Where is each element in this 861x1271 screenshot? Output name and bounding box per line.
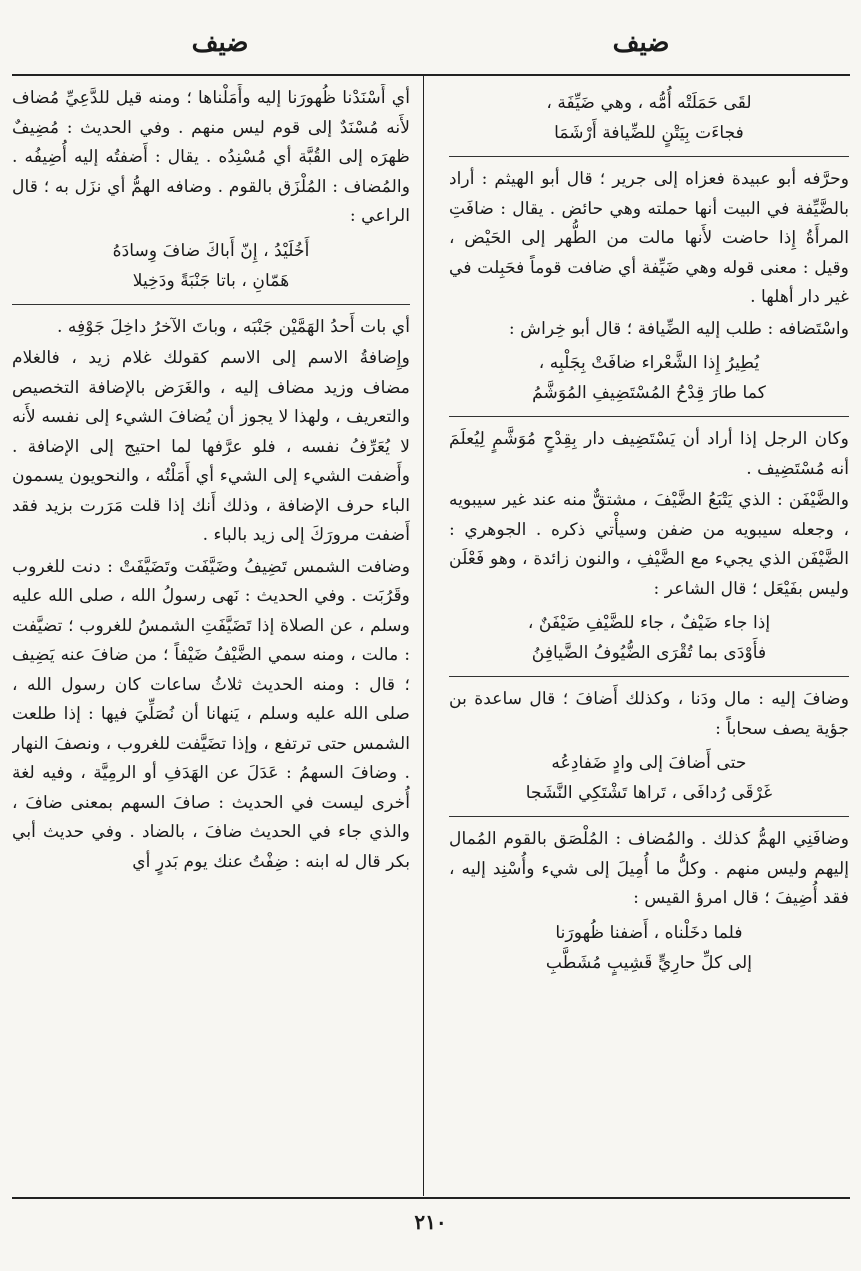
left-column — [12, 84, 410, 1189]
verse-line: فجاءَت بِيَتْنٍ للضِّيافة أَرْشَمَا — [554, 123, 744, 143]
verse — [449, 348, 849, 408]
bottom-rule — [12, 1197, 850, 1199]
paragraph: وضافت الشمس تَضِيفُ وضَيَّفَت وتَضَيَّفَتْ : دنت للغروب وقَرُبَت . وفي الحديث : نَهى رسولُ الله ، صلى الله عليه وسلم ، عن الصلاة إذا تَضَيَّفَتِ الشمسُ للغروب ؛ تضيَّفت : مالت ، ومنه سمي الضَّيْفُ ضَيْفاً ؛ من ضافَ عنه يَضِيف ؛ قال : ومنه الحديث ثلاثُ ساعات كان رسول الله ، صلى الله عليه وسلم ، يَنهانا أن نُصَلِّيَ فيها : إذا طلعت الشمس حتى ترتفع ، وإذا تضَيَّفت للغروب ، ونصفَ النهار . وضافَ السهمُ : عَدَلَ عن الهَدَفِ أو الرمِيَّة ، وفيه لغة أُخرى ليست في الحديث : صافَ السهم بمعنى ضافَ ، والذي جاء في الحديث ضافَ ، بالضاد . وفي حديث أبي بكر قال له ابنه : ضِفْتُ عنك يوم بَدرٍ أي — [12, 556, 410, 872]
verse — [449, 608, 849, 668]
paragraph: أي بات أَحدُ الهَمَّيْن جَنْبَه ، وباتَ الآخرُ داخِلَ جَوْفِه . — [56, 316, 410, 337]
verse — [449, 918, 849, 978]
verse-separator — [449, 156, 849, 157]
column-divider — [423, 76, 424, 1196]
verse-line: يُطِيرُ إِذا الشَّعْراء ضافَتْ بِجَلْبِه ، — [538, 353, 760, 373]
running-header — [0, 28, 861, 64]
verse-line: فأَوْدَى بما تُقْرَى الضُّيُوفُ الضَّيافِنُ — [531, 643, 767, 663]
verse-separator — [449, 816, 849, 817]
paragraph: والضَّيْفَن : الذي يَتْبَعُ الضَّيْفَ ، مشتقٌّ منه عند غير سيبويه ، وجعله سيبويه من ضفن وسيأْتي ذكره . الجوهري : الضَّيْفَن الذي يجيء مع الضَّيْفِ ، والنون زائدة ، وهو فَعْلَن وليس بفَيْعَل ؛ قال الشاعر : — [449, 490, 849, 599]
verse-line: أَخُلَيْدُ ، إِنّ أَباكَ ضافَ وِسادَهُ — [112, 240, 310, 261]
verse-line: إذا جاء ضَيْفٌ ، جاء للضَّيْفِ ضَيْفَنٌ ، — [527, 613, 771, 633]
verse-line: غَرْقَى رُدافَى ، تَراها تَشْتَكِي النَّشَجا — [525, 783, 773, 803]
paragraph: وكان الرجل إذا أراد أن يَسْتَضِيف دار بِقِدْحٍ مُوَشَّمٍ لِيُعلَمَ أنه مُسْتَضِيف . — [449, 429, 849, 479]
verse-line: لقَى حَمَلَتْه أُمُّه ، وهي ضَيِّفَة ، — [546, 93, 752, 113]
paragraph: وضافَنِي الهمُّ كذلك . والمُضاف : المُلْصَق بالقوم المُمال إليهم وليس منهم . وكلُّ ما أُمِيلَ إلى شيء وأُسْنِد إليه ، فقد أُضِيفَ ؛ قال امرؤ القيس : — [449, 829, 849, 908]
verse — [449, 88, 849, 148]
paragraph: وحرَّفه أبو عبيدة فعزاه إلى جرير ؛ قال أبو الهيثم : أراد بالضَّيِّفة في البيت أنها حملته وهي حائض . يقال : ضافَتِ المرأَةُ إِذا حاضت لأَنها مالت من الطُّهر إلى الحَيْض ، وقيل : معنى قوله وهي ضَيِّفة أي ضافت قوماً فحَبِلت في غير دار أهلها . — [449, 169, 849, 307]
page-number: ٢١٠ — [414, 1210, 447, 1234]
verse — [12, 236, 410, 296]
top-rule — [12, 74, 850, 76]
paragraph: واسْتَضافه : طلب إليه الضِّيافة ؛ قال أبو خِراش : — [508, 318, 849, 339]
verse-separator — [449, 416, 849, 417]
right-column — [449, 84, 849, 1189]
verse-line: فلما دخَلْناه ، أَضفنا ظُهورَنا — [555, 922, 743, 943]
paragraph: وضافَ إليه : مال ودَنا ، وكذلك أَضافَ ؛ قال ساعدة بن جؤية يصف سحاباً : — [449, 689, 849, 739]
verse-line: كما طارَ قِدْحُ المُسْتَضِيفِ المُوَشَّمُ — [532, 383, 766, 403]
verse-line: هَمّانِ ، باتا جَنْبَةً ودَخِيلا — [132, 270, 290, 291]
verse-separator — [12, 304, 410, 305]
headword-right: ضيف — [612, 28, 670, 58]
paragraph: وإِضافةُ الاسم إلى الاسم كقولك غلام زيد ، فالغلام مضاف وزيد مضاف إليه ، والغَرَض بالإضافة التخصيص والتعريف ، ولهذا لا يجوز أن يُضافَ الشيء إلى نفسه لأَنه لا يُعَرِّفُ نفسه ، فلو عرَّفها لما احتيج إلى الإضافة . وأَضفت الشيء إلى الشيء أي أَمَلْتُه ، والنحويون يسمون الباء حرف الإضافة ، وذلك أَنك إذا قلت مَرَرت بزيد فقد أَضفت مرورَكَ إلى زيد بالباء . — [12, 348, 410, 545]
headword-left: ضيف — [191, 28, 249, 58]
verse — [449, 748, 849, 808]
verse-line: إلى كلِّ حارِيٍّ قَشِيبٍ مُشَطَّبِ — [545, 952, 753, 973]
verse-separator — [449, 676, 849, 677]
verse-line: حتى أَضافَ إلى وادٍ ضَفادِعُه — [551, 753, 747, 773]
paragraph: أي أَسْنَدْنا ظُهورَنا إليه وأَمَلْناها ؛ ومنه قيل للدَّعِيِّ مُضاف لأَنه مُسْنَدٌ إلى قوم ليس منهم . وفي الحديث : مُضِيفٌ ظهرَه إلى القُبَّة أي مُسْنِدُه . يقال : أَضفتُه إليه أُضِيفُه . والمُضاف : المُلْزَق بالقوم . وضافه الهمُّ أي نزَل به ؛ قال الراعي : — [12, 88, 410, 226]
